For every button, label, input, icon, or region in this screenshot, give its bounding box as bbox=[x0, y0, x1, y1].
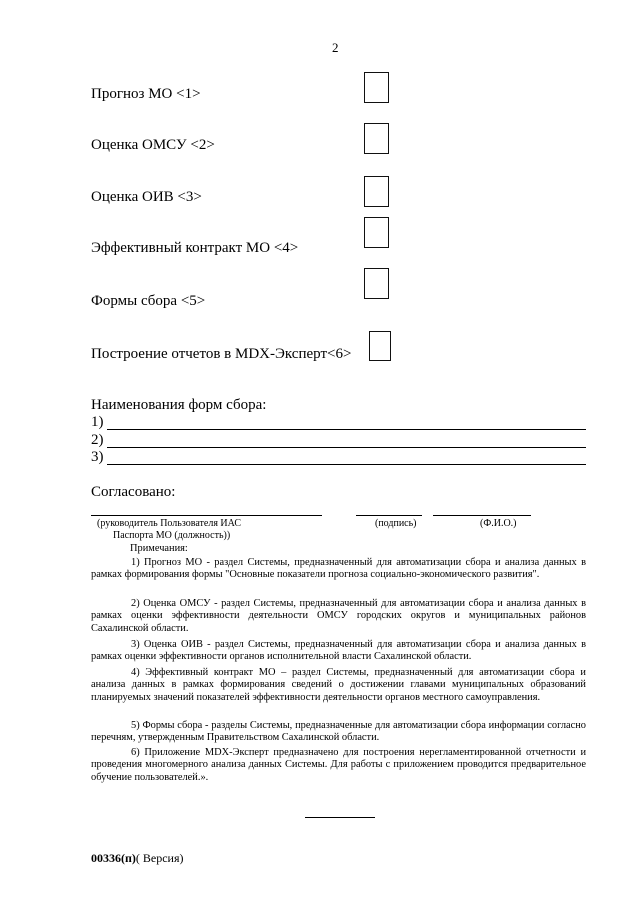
form-line-rule bbox=[107, 429, 586, 430]
option-label-forecast: Прогноз МО <1> bbox=[91, 86, 201, 102]
footer-code bbox=[91, 851, 184, 866]
name-line[interactable] bbox=[433, 515, 531, 516]
document-version: ( Версия) bbox=[135, 851, 184, 865]
note-item: 2) Оценка ОМСУ - раздел Системы, предназначенный для автоматизации сбора и анализа данных в рамках оценки эффективности деятельности ОМСУ городских округов и муниципальных районов Сахалинской области. bbox=[91, 598, 586, 634]
position-caption-2: Паспорта МО (должность)) bbox=[113, 530, 231, 541]
note-item: 5) Формы сбора - разделы Системы, предназначенные для автоматизации сбора информации согласно перечням, утвержденным Правительством Сахалинской области. bbox=[91, 720, 586, 744]
checkbox-mdx[interactable] bbox=[369, 331, 391, 361]
form-line-rule bbox=[107, 464, 586, 465]
form-line-number: 2) bbox=[91, 432, 104, 448]
name-caption: (Ф.И.О.) bbox=[480, 518, 517, 529]
form-line-2[interactable] bbox=[91, 432, 586, 449]
option-label-oiv: Оценка ОИВ <3> bbox=[91, 189, 202, 205]
note-item: 6) Приложение MDX-Эксперт предназначено для построения нерегламентированной отчетности и проведения многомерного анализа данных Системы. Для работы с приложением проводится предварительное обучение пользователей.». bbox=[91, 747, 586, 783]
option-label-contract: Эффективный контракт МО <4> bbox=[91, 240, 299, 256]
end-rule bbox=[305, 817, 375, 818]
forms-title: Наименования форм сбора: bbox=[91, 397, 267, 413]
note-item: 1) Прогноз МО - раздел Системы, предназначенный для автоматизации сбора и анализа данных в рамках формирования формы "Основные показатели прогноза социально-экономического развития". bbox=[91, 557, 586, 581]
note-item: 3) Оценка ОИВ - раздел Системы, предназначенный для автоматизации сбора и анализа данных в рамках оценки эффективности органов исполнительной власти Сахалинской области. bbox=[91, 639, 586, 663]
option-label-omsu: Оценка ОМСУ <2> bbox=[91, 137, 215, 153]
form-line-number: 1) bbox=[91, 414, 104, 430]
document-code: 00336(п) bbox=[91, 851, 136, 865]
checkbox-oiv[interactable] bbox=[364, 176, 389, 207]
notes-title: Примечания: bbox=[130, 543, 188, 554]
form-line-3[interactable] bbox=[91, 449, 586, 466]
page-number: 2 bbox=[332, 40, 339, 55]
form-line-number: 3) bbox=[91, 449, 104, 465]
option-label-mdx: Построение отчетов в MDX-Эксперт<6> bbox=[91, 346, 352, 362]
position-caption: (руководитель Пользователя ИАС bbox=[97, 518, 242, 529]
signature-line[interactable] bbox=[356, 515, 422, 516]
signature-caption: (подпись) bbox=[375, 518, 417, 529]
form-line-1[interactable] bbox=[91, 414, 586, 431]
agreed-title: Согласовано: bbox=[91, 484, 176, 500]
checkbox-forecast[interactable] bbox=[364, 72, 389, 103]
form-line-rule bbox=[107, 447, 586, 448]
option-label-forms: Формы сбора <5> bbox=[91, 293, 206, 309]
note-item: 4) Эффективный контракт МО – раздел Системы, предназначенный для автоматизации сбора и анализа данных в рамках формирования сведений о достижении главами муниципальных образований планируемых значений показателей эффективности деятельности органов местного самоуправления. bbox=[91, 667, 586, 703]
position-line[interactable] bbox=[91, 515, 322, 516]
checkbox-forms[interactable] bbox=[364, 268, 389, 299]
checkbox-omsu[interactable] bbox=[364, 123, 389, 154]
checkbox-contract[interactable] bbox=[364, 217, 389, 248]
